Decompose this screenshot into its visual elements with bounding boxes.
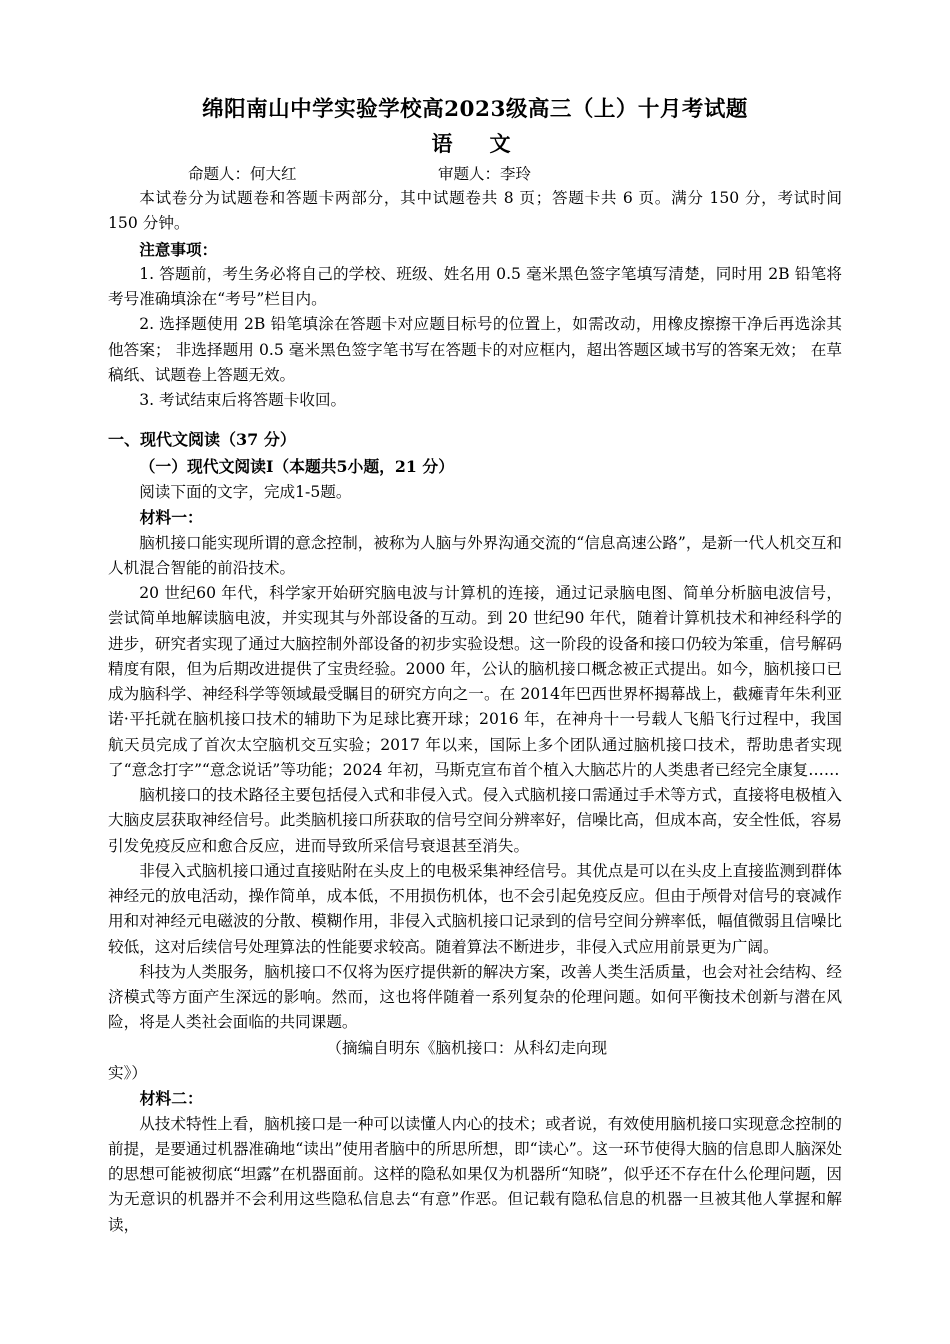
notice-item-2: 2. 选择题使用 2B 铅笔填涂在答题卡对应题目标号的位置上，如需改动，用橡皮擦擦干净后再选涂其他答案； 非选择题用 0.5 毫米黑色签字笔书写在答题卡的对应框内，超出答题区域书写的答案无效； 在草稿纸、试题卷上答题无效。: [108, 315, 842, 384]
subject-title: 语 文: [431, 131, 519, 157]
notice-item-1: 1. 答题前，考生务必将自己的学校、班级、姓名用 0.5 毫米黑色签字笔填写清楚，同时用 2B 铅笔将考号准确填涂在“考号”栏目内。: [108, 264, 842, 309]
material-2-label: 材料二：: [139, 1089, 203, 1109]
material-1-paragraph: 非侵入式脑机接口通过直接贴附在头皮上的电极采集神经信号。其优点是可以在头皮上直接监测到群体神经元的放电活动，操作简单，成本低，不用损伤机体，也不会引起免疫反应。但由于颅骨对信号的衰减作用和对神经元电磁波的分散、模糊作用，非侵入式脑机接口记录到的信号空间分辨率低，幅值微弱且信噪比较低，这对后续信号处理算法的性能要求较高。随着算法不断进步，非侵入式应用前景更为广阔。: [108, 861, 842, 956]
material-1-source-line-2: 实》）: [108, 1063, 147, 1082]
notice-item-3: 3. 考试结束后将答题卡收回。: [139, 391, 347, 410]
material-1-paragraph: 脑机接口能实现所谓的意念控制，被称为人脑与外界沟通交流的“信息高速公路”，是新一代人机交互和人机混合智能的前沿技术。: [108, 533, 842, 577]
section-sub-heading: （一）现代文阅读I（本题共5小题，21 分）: [139, 457, 455, 477]
byline-maker: 命题人：何大红: [188, 165, 297, 184]
material-2-paragraph: 从技术特性上看，脑机接口是一种可以读懂人内心的技术；或者说，有效使用脑机接口实现意念控制的前提，是要通过机器准确地“读出”使用者脑中的所思所想，即“读心”。这一环节使得大脑的信息即人脑深处的思想可能被彻底“坦露”在机器面前。这样的隐私如果仅为机器所“知晓”，似乎还不存在什么伦理问题，因为无意识的机器并不会利用这些隐私信息去“有意”作恶。但记载有隐私信息的机器一旦被其他人掌握和解读，: [108, 1114, 842, 1234]
material-1-body: [108, 531, 842, 1036]
intro-paragraph: 本试卷分为试题卷和答题卡两部分，其中试题卷共 8 页；答题卡共 6 页。满分 150 分，考试时间 150 分钟。: [108, 189, 842, 233]
material-1-paragraph: 科技为人类服务，脑机接口不仅将为医疗提供新的解决方案，改善人类生活质量，也会对社会结构、经济模式等方面产生深远的影响。然而，这也将伴随着一系列复杂的伦理问题。如何平衡技术创新与潜在风险，将是人类社会面临的共同课题。: [108, 962, 842, 1032]
material-1-paragraph: 脑机接口的技术路径主要包括侵入式和非侵入式。侵入式脑机接口需通过手术等方式，直接将电极植入大脑皮层获取神经信号。此类脑机接口所获取的信号空间分辨率好，信噪比高，但成本高，安全性低，容易引发免疫反应和愈合反应，进而导致所采信号衰退甚至消失。: [108, 786, 842, 855]
page-title: 绵阳南山中学实验学校高2023级高三（上）十月考试题: [202, 97, 748, 122]
material-1-source-line-1: （摘编自明东《脑机接口：从科幻走向现: [326, 1038, 608, 1057]
byline: [108, 162, 842, 186]
material-1-label: 材料一：: [139, 508, 203, 528]
section-heading: 一、现代文阅读（37 分）: [108, 430, 296, 450]
byline-checker: 审题人：李玲: [438, 165, 532, 184]
notice-title: 注意事项：: [139, 239, 218, 259]
reading-instruction: 阅读下面的文字，完成1-5题。: [139, 482, 352, 501]
material-1-paragraph: 20 世纪60 年代，科学家开始研究脑电波与计算机的连接，通过记录脑电图、简单分析脑电波信号，尝试简单地解读脑电波，并实现其与外部设备的互动。到 20 世纪90 年代，随着计算机技术和神经科学的进步，研究者实现了通过大脑控制外部设备的初步实验设想。这一阶段的设备和接口仍较为笨重，信号解码精度有限，但为后期改进提供了宝贵经验。2000 年，公认的脑机接口概念被正式提出。如今，脑机接口已成为脑科学、神经科学等领域最受瞩目的研究方向之一。在 2014年巴西世界杯揭幕战上，截瘫青年朱利亚诺·平托就在脑机接口技术的辅助下为足球比赛开球；2016 年，在神舟十一号载人飞船飞行过程中，我国航天员完成了首次太空脑机交互实验；2017 年以来，国际上多个团队通过脑机接口技术，帮助患者实现了“意念打字”“意念说话”等功能；2024 年初，马斯克宣布首个植入大脑芯片的人类患者已经完全康复……: [108, 584, 842, 779]
